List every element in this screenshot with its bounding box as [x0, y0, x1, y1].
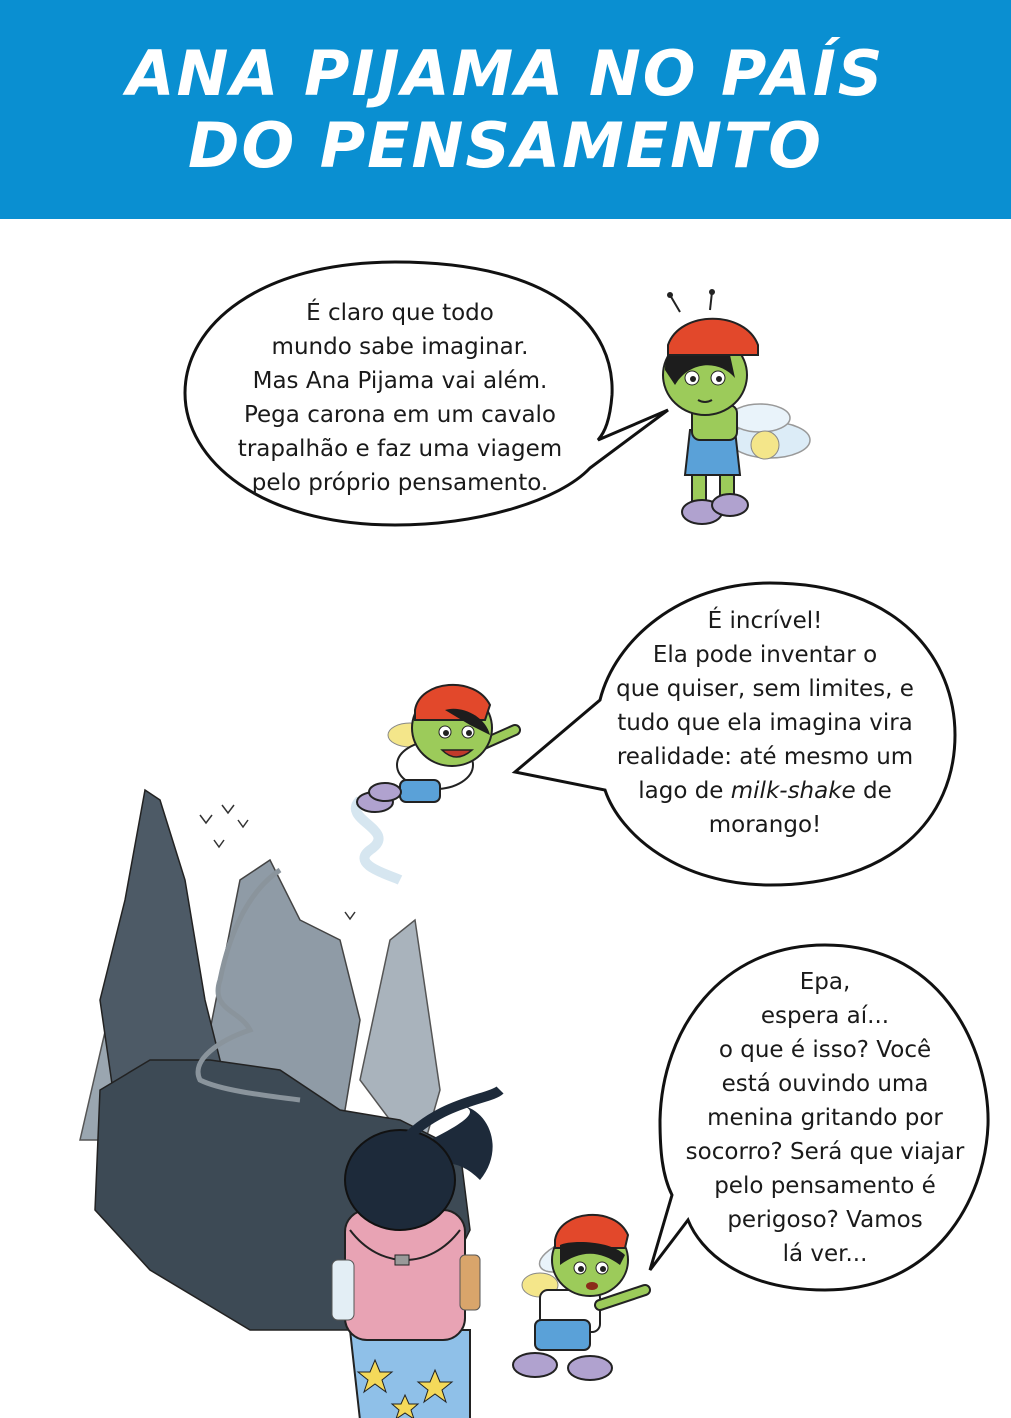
bubble-1-text [200, 296, 600, 500]
bubble-2-line: É incrível! [707, 608, 823, 634]
bubble-2-line: realidade: até mesmo um [616, 744, 914, 770]
bubble-2-line: que quiser, sem limites, e [616, 676, 914, 702]
bubble-3-line: menina gritando por [707, 1105, 943, 1131]
bubble-2-text [600, 604, 930, 842]
bubble-3-line: pelo pensamento é [714, 1173, 936, 1199]
bubble-3-line: lá ver... [782, 1241, 868, 1267]
bubble-2-line [600, 774, 930, 808]
bubble-1-line: Pega carona em um cavalo [243, 402, 557, 428]
bubble-2-line-6-italic: milk-shake [730, 778, 856, 804]
character-thinking [663, 289, 810, 524]
bubble-1-line: Mas Ana Pijama vai além. [252, 368, 548, 394]
bubble-2-line: tudo que ela imagina vira [617, 710, 913, 736]
bubble-3-line: socorro? Será que viajar [685, 1139, 965, 1165]
title-line-2: DO PENSAMENTO [187, 108, 823, 182]
bubble-3-line: o que é isso? Você [718, 1037, 932, 1063]
character-flying [356, 685, 515, 880]
bubble-2-line: Ela pode inventar o [652, 642, 878, 668]
bubble-1-line: pelo próprio pensamento. [251, 470, 549, 496]
bubble-1-line: mundo sabe imaginar. [271, 334, 529, 360]
bubble-3-line: Epa, [799, 969, 851, 995]
title-line-1: ANA PIJAMA NO PAÍS [126, 36, 885, 110]
bubble-1-line: É claro que todo [306, 300, 494, 326]
bubble-3-text [675, 965, 975, 1271]
bubble-2-line: morango! [708, 812, 822, 838]
character-pointing [513, 1215, 645, 1380]
bubble-3-line: espera aí... [760, 1003, 890, 1029]
bubble-2-line-6-pre: lago de [638, 778, 731, 804]
bubble-3-line: perigoso? Vamos [727, 1207, 923, 1233]
bubble-1-line: trapalhão e faz uma viagem [237, 436, 563, 462]
bubble-2-line-6-post: de [855, 778, 892, 804]
bubble-3-line: está ouvindo uma [721, 1071, 929, 1097]
